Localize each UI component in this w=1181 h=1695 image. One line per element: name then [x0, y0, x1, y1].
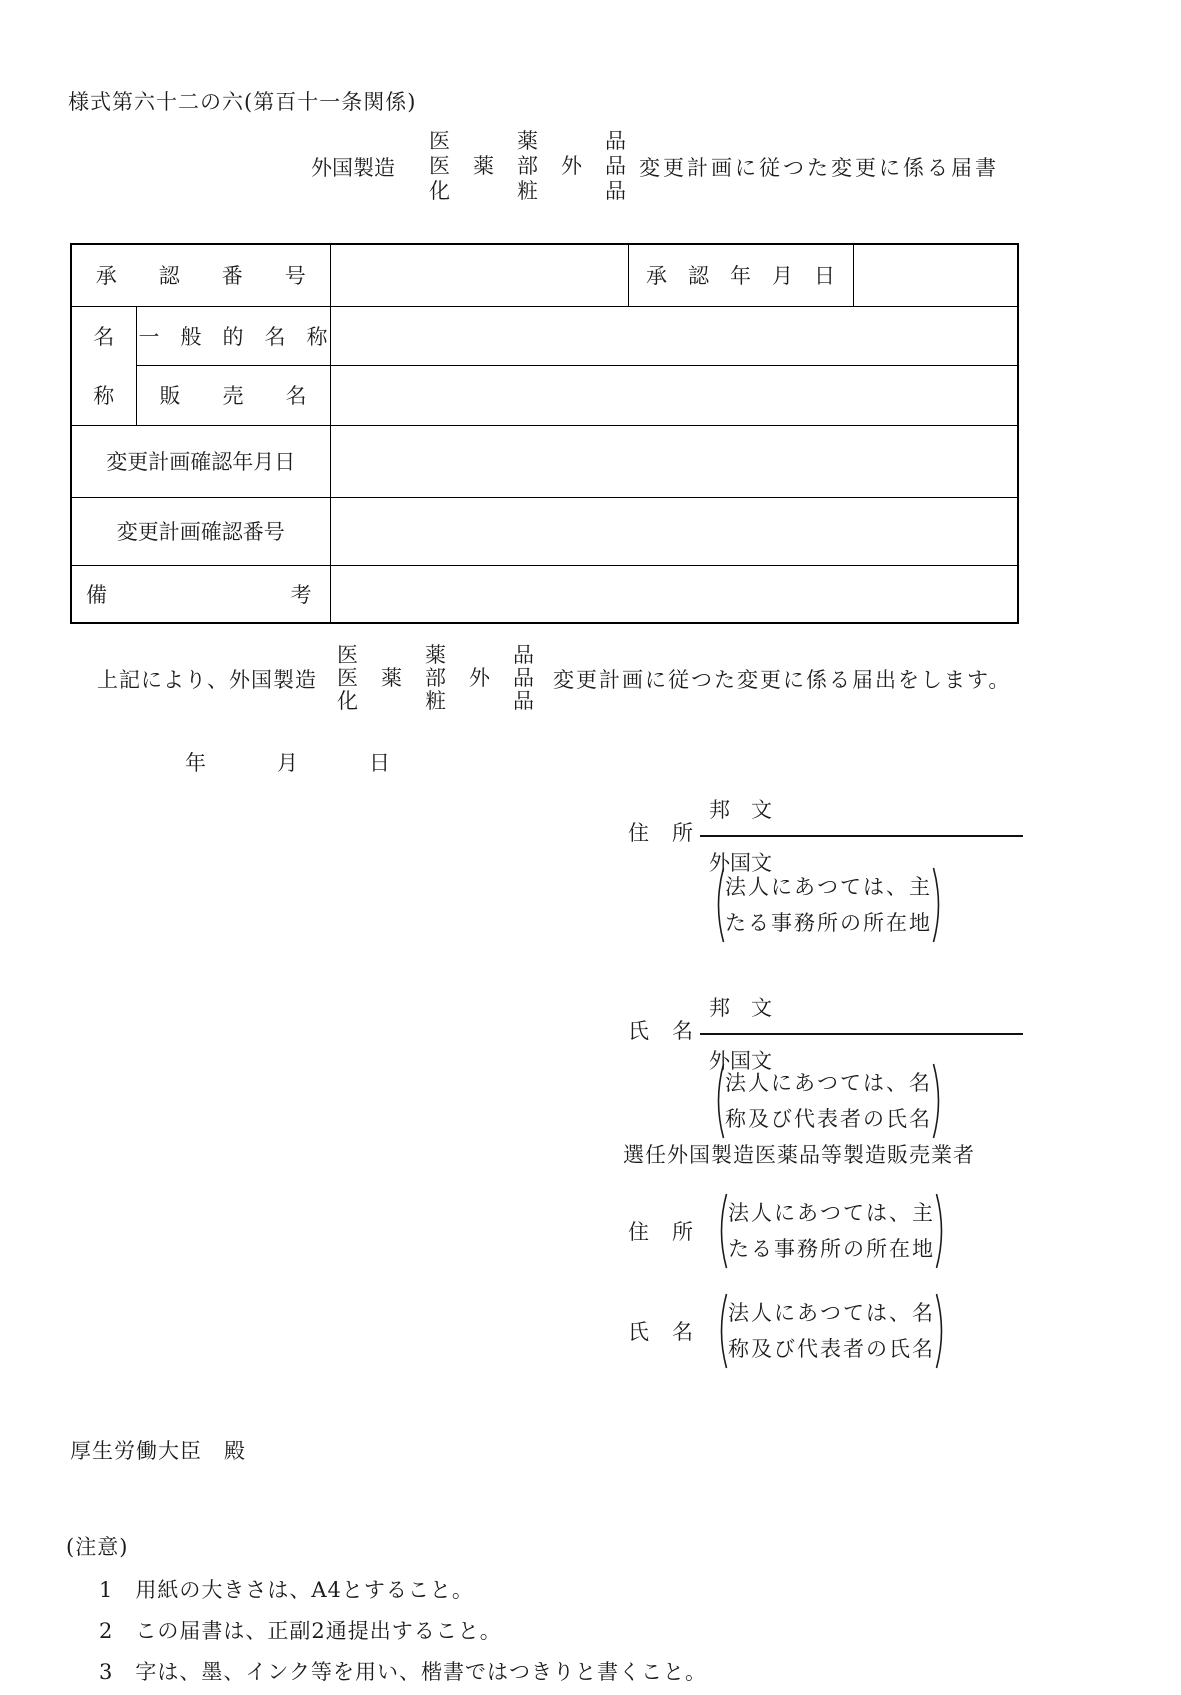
left-paren-icon [715, 1292, 728, 1370]
note-line: 法人にあつては、名 [725, 1071, 932, 1095]
japanese-script-label: 邦 文 [700, 984, 1023, 1035]
table-row [71, 244, 1018, 306]
note-line: たる事務所の所在地 [728, 1237, 935, 1261]
name-group-label [71, 306, 136, 425]
note-line: 称及び代表者の氏名 [725, 1107, 932, 1131]
recipient: 厚生労働大臣 殿 [70, 1439, 246, 1463]
product-line-quasi-drug: 医 薬 部 外 品 [337, 666, 535, 690]
plan-confirmation-date-label: 変更計画確認年月日 [71, 425, 330, 497]
statement-product-stack [337, 644, 535, 713]
note-item: 3 字は、墨、インク等を用い、楷書ではつきりと書くこと。 [99, 1660, 707, 1684]
note-lines [725, 1065, 932, 1137]
note-lines [725, 869, 932, 941]
plan-confirmation-number-label: 変更計画確認番号 [71, 497, 330, 565]
product-line-pharmaceutical: 医 薬 品 [429, 129, 627, 153]
applicant-address-label: 住 所 [628, 820, 694, 845]
date-field[interactable]: 年 月 日 [185, 751, 392, 775]
brand-name-field[interactable] [330, 365, 1018, 425]
japanese-script-label: 邦 文 [700, 786, 1023, 837]
remarks-label [71, 565, 330, 623]
table-row [71, 306, 1018, 365]
note-item: 1 用紙の大きさは、A4とすること。 [99, 1578, 474, 1602]
note-line: 称及び代表者の氏名 [728, 1337, 935, 1361]
generic-name-field[interactable] [330, 306, 1018, 365]
note-lines [728, 1195, 935, 1267]
note-line: 法人にあつては、主 [728, 1201, 935, 1225]
note-line: 法人にあつては、主 [725, 875, 932, 899]
statement [97, 644, 1011, 713]
brand-name-label: 販 売 名 [136, 365, 330, 425]
agent-name-row [628, 1292, 948, 1370]
product-type-stack [429, 129, 627, 204]
left-paren-icon [712, 1062, 725, 1140]
agent-address-label: 住 所 [628, 1220, 694, 1244]
agent-name-note [715, 1292, 948, 1370]
approval-date-field[interactable] [853, 244, 1018, 306]
generic-name-label: 一 般 的 名 称 [136, 306, 330, 365]
plan-confirmation-date-field[interactable] [330, 425, 1018, 497]
table-row [71, 565, 1018, 623]
table-row [71, 497, 1018, 565]
right-paren-icon [932, 866, 945, 944]
agent-address-note [715, 1192, 948, 1270]
title-suffix: 変更計画に従つた変更に係る届書 [639, 155, 999, 180]
remarks-label-right: 考 [290, 582, 312, 607]
notes-list [99, 1570, 707, 1693]
applicant-name-label: 氏 名 [628, 1018, 694, 1043]
note-line: 法人にあつては、名 [728, 1301, 935, 1325]
right-paren-icon [935, 1192, 948, 1270]
left-paren-icon [712, 866, 725, 944]
remarks-field[interactable] [330, 565, 1018, 623]
agent-name-label: 氏 名 [628, 1320, 694, 1344]
notes-heading: (注意) [66, 1535, 129, 1559]
name-label-top: 名 [93, 325, 115, 350]
approval-date-label: 承 認 年 月 日 [628, 244, 853, 306]
agent-address-row [628, 1192, 948, 1270]
product-line-cosmetic: 化 粧 品 [337, 689, 535, 713]
table-row [71, 425, 1018, 497]
foreign-script-label: 外国文 [709, 851, 772, 875]
applicant-name-note [712, 1062, 945, 1140]
table-row [71, 365, 1018, 425]
product-line-cosmetic: 化 粧 品 [429, 179, 627, 203]
form-title [311, 129, 999, 204]
title-prefix: 外国製造 [311, 155, 395, 180]
product-line-quasi-drug: 医 薬 部 外 品 [429, 154, 627, 178]
remarks-label-left: 備 [86, 582, 107, 607]
approval-number-label: 承 認 番 号 [71, 244, 330, 306]
plan-confirmation-number-field[interactable] [330, 497, 1018, 565]
note-item: 2 この届書は、正副2通提出すること。 [99, 1619, 502, 1643]
foreign-script-label: 外国文 [709, 1049, 772, 1073]
note-lines [728, 1295, 935, 1367]
right-paren-icon [935, 1292, 948, 1370]
right-paren-icon [932, 1062, 945, 1140]
form-number: 様式第六十二の六(第百十一条関係) [68, 90, 417, 114]
statement-suffix: 変更計画に従つた変更に係る届出をします。 [553, 667, 1012, 692]
name-label-bottom: 称 [93, 383, 115, 408]
applicant-address-row [628, 786, 1023, 877]
approval-table [70, 243, 1019, 624]
agent-heading: 選任外国製造医薬品等製造販売業者 [623, 1143, 975, 1167]
approval-number-field[interactable] [330, 244, 628, 306]
product-line-pharmaceutical: 医 薬 品 [337, 643, 535, 667]
note-line: たる事務所の所在地 [725, 911, 932, 935]
left-paren-icon [715, 1192, 728, 1270]
statement-prefix: 上記により、外国製造 [97, 667, 317, 692]
applicant-address-note [712, 866, 945, 944]
applicant-address-field[interactable] [700, 786, 1023, 877]
